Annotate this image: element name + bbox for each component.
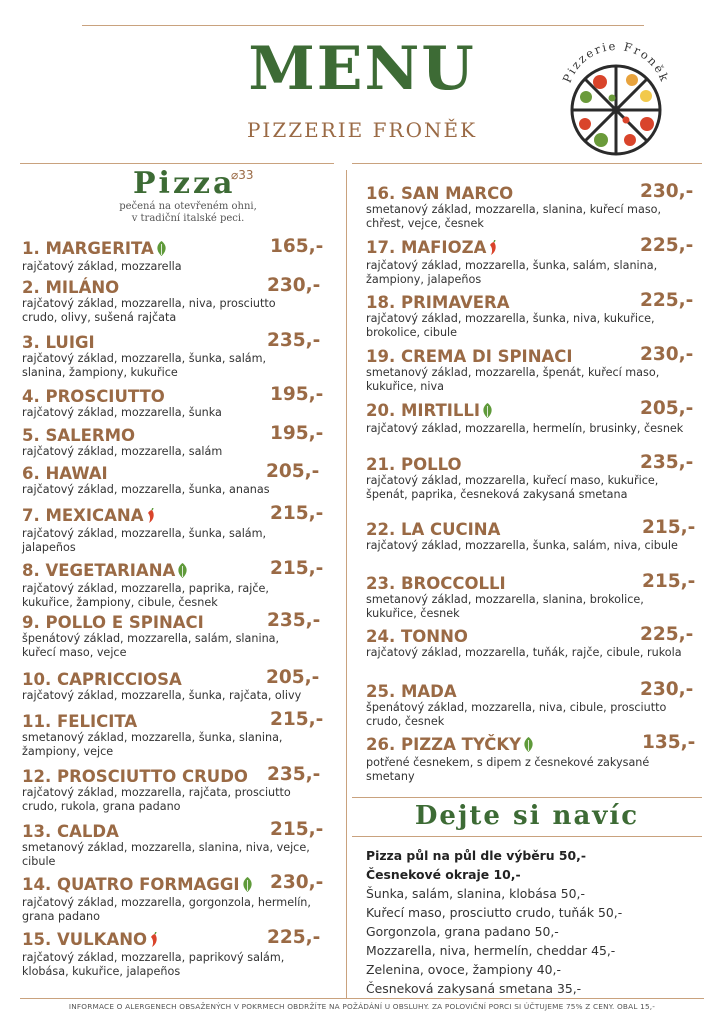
pizza-size-note: ⌀33 xyxy=(231,168,254,182)
right-section-rule xyxy=(352,163,702,164)
page-title: MENU xyxy=(248,34,476,104)
item-description: špenátový základ, mozzarella, salám, slanina, kuřecí maso, vejce xyxy=(22,632,280,659)
item-price: 235,- xyxy=(267,330,321,351)
item-name-text: 10. CAPRICCIOSA xyxy=(22,670,182,689)
pizza-tagline-1: pečená na otevřeném ohni, xyxy=(119,201,257,212)
item-name-text: 2. MILÁNO xyxy=(22,278,120,297)
menu-item xyxy=(22,558,332,609)
item-name-text: 9. POLLO E SPINACI xyxy=(22,613,204,632)
item-description: smetanový základ, mozzarella, slanina, niva, vejce, cibule xyxy=(22,841,310,868)
item-description: rajčatový základ, mozzarella, rajčata, prosciutto crudo, rukola, grana padano xyxy=(22,786,291,813)
footer-rule xyxy=(20,998,704,999)
extras-top-rule xyxy=(352,797,702,798)
extras-heading: Dejte si navíc xyxy=(414,801,640,831)
item-description: rajčatový základ, mozzarella, paprika, rajče, kukuřice, žampiony, cibule, česnek xyxy=(22,582,269,609)
menu-item xyxy=(366,517,706,553)
item-price: 230,- xyxy=(640,679,694,700)
leaf-icon xyxy=(523,737,534,756)
extras-line: Česneková zakysaná smetana 35,- xyxy=(366,981,582,996)
leaf-icon xyxy=(482,403,493,422)
item-name-text: 4. PROSCIUTTO xyxy=(22,387,165,406)
item-price: 230,- xyxy=(640,344,694,365)
item-description: smetanový základ, mozzarella, šunka, slanina, žampiony, vejce xyxy=(22,731,283,758)
item-price: 205,- xyxy=(266,667,320,688)
item-description: rajčatový základ, mozzarella, kuřecí maso, kukuřice, špenát, paprika, česneková zakysaná smetana xyxy=(366,474,659,501)
item-description: rajčatový základ, mozzarella, šunka xyxy=(22,406,222,419)
extras-line: Šunka, salám, slanina, klobása 50,- xyxy=(366,886,585,901)
chili-icon xyxy=(146,508,156,527)
item-name-text: 15. VULKANO xyxy=(22,930,148,949)
pizzeria-logo xyxy=(556,32,676,158)
extras-line: Zelenina, ovoce, žampiony 40,- xyxy=(366,962,561,977)
item-name-text: 26. PIZZA TYČKY xyxy=(366,735,522,754)
item-description: rajčatový základ, mozzarella, šunka, salám, jalapeños xyxy=(22,527,267,554)
item-price: 235,- xyxy=(267,764,321,785)
menu-item xyxy=(22,872,332,923)
item-description: špenátový základ, mozzarella, niva, cibule, prosciutto crudo, česnek xyxy=(366,701,667,728)
item-description: rajčatový základ, mozzarella xyxy=(22,260,182,273)
item-name-text: 14. QUATRO FORMAGGI xyxy=(22,875,240,894)
item-price: 225,- xyxy=(640,235,694,256)
item-name-text: 18. PRIMAVERA xyxy=(366,293,510,312)
item-name-text: 22. LA CUCINA xyxy=(366,520,501,539)
menu-item xyxy=(366,344,706,393)
item-price: 215,- xyxy=(270,709,324,730)
item-description: potřené česnekem, s dipem z česnekové zakysané smetany xyxy=(366,756,650,783)
item-price: 225,- xyxy=(640,624,694,645)
item-price: 225,- xyxy=(640,290,694,311)
item-price: 195,- xyxy=(270,384,324,405)
menu-item xyxy=(366,732,706,783)
menu-item xyxy=(366,452,706,501)
item-name-text: 7. MEXICANA xyxy=(22,506,144,525)
item-description: rajčatový základ, mozzarella, šunka, rajčata, olivy xyxy=(22,689,302,702)
menu-item xyxy=(366,290,706,339)
extras-line: Pizza půl na půl dle výběru 50,- xyxy=(366,848,587,863)
logo-text: Pizzerie Froněk xyxy=(559,38,673,85)
item-description: smetanový základ, mozzarella, slanina, brokolice, kukuřice, česnek xyxy=(366,593,644,620)
item-price: 215,- xyxy=(270,558,324,579)
menu-item xyxy=(22,819,332,868)
menu-item xyxy=(22,709,332,758)
item-price: 205,- xyxy=(640,398,694,419)
menu-item xyxy=(366,624,706,660)
item-description: rajčatový základ, mozzarella, salám xyxy=(22,445,223,458)
item-price: 230,- xyxy=(270,872,324,893)
item-price: 225,- xyxy=(267,927,321,948)
menu-item xyxy=(366,679,706,728)
chili-icon xyxy=(149,932,159,951)
menu-item xyxy=(366,398,706,436)
item-description: rajčatový základ, mozzarella, šunka, niva, kukuřice, brokolice, cibule xyxy=(366,312,655,339)
item-name-text: 24. TONNO xyxy=(366,627,468,646)
item-name-text: 21. POLLO xyxy=(366,455,462,474)
leaf-icon xyxy=(156,241,167,260)
menu-item xyxy=(22,667,332,703)
item-name-text: 25. MADA xyxy=(366,682,457,701)
menu-item xyxy=(22,503,332,554)
item-description: rajčatový základ, mozzarella, šunka, salám, slanina, žampiony, jalapeños xyxy=(366,259,658,286)
menu-item xyxy=(22,764,332,813)
item-description: rajčatový základ, mozzarella, hermelín, brusinky, česnek xyxy=(366,422,684,435)
footer-note: INFORMACE O ALERGENECH OBSAŽENÝCH V POKRMECH OBDRŽÍTE NA POŽÁDÁNÍ U OBSLUHY. ZA POLOVIČNÍ PORCI SI ÚČTUJEME 75% Z CENY. OBAL 15,- xyxy=(68,1002,656,1011)
item-price: 215,- xyxy=(642,571,696,592)
item-price: 165,- xyxy=(270,236,324,257)
extras-list xyxy=(366,846,706,998)
menu-item xyxy=(366,235,706,286)
extras-bottom-rule xyxy=(352,836,702,837)
menu-item xyxy=(366,181,706,230)
menu-item xyxy=(22,610,332,659)
item-price: 215,- xyxy=(270,819,324,840)
item-name-text: 12. PROSCIUTTO CRUDO xyxy=(22,767,248,786)
item-description: rajčatový základ, mozzarella, paprikový salám, klobása, kukuřice, jalapeños xyxy=(22,951,285,978)
item-name-text: 23. BROCCOLLI xyxy=(366,574,506,593)
menu-item xyxy=(22,384,332,420)
page-subtitle: PIZZERIE FRONĚK xyxy=(246,118,478,142)
item-description: rajčatový základ, mozzarella, šunka, ananas xyxy=(22,483,270,496)
item-price: 235,- xyxy=(267,610,321,631)
item-name-text: 11. FELICITA xyxy=(22,712,138,731)
chili-icon xyxy=(488,240,498,259)
pizza-heading: Pizza xyxy=(133,166,236,201)
extras-line: Gorgonzola, grana padano 50,- xyxy=(366,924,559,939)
extras-line: Česnekové okraje 10,- xyxy=(366,867,521,882)
menu-item xyxy=(22,275,332,324)
item-price: 235,- xyxy=(640,452,694,473)
extras-line: Mozzarella, niva, hermelín, cheddar 45,- xyxy=(366,943,616,958)
item-price: 230,- xyxy=(267,275,321,296)
leaf-icon xyxy=(177,563,188,582)
item-description: smetanový základ, mozzarella, slanina, kuřecí maso, chřest, vejce, česnek xyxy=(366,203,662,230)
item-description: rajčatový základ, mozzarella, šunka, salám, slanina, žampiony, kukuřice xyxy=(22,352,267,379)
item-name-text: 8. VEGETARIANA xyxy=(22,561,176,580)
item-description: rajčatový základ, mozzarella, šunka, salám, niva, cibule xyxy=(366,539,678,552)
item-description: rajčatový základ, mozzarella, gorgonzola, hermelín, grana padano xyxy=(22,896,311,923)
item-price: 135,- xyxy=(642,732,696,753)
item-name-text: 5. SALERMO xyxy=(22,426,136,445)
item-price: 215,- xyxy=(642,517,696,538)
item-name-text: 19. CREMA DI SPINACI xyxy=(366,347,573,366)
item-price: 205,- xyxy=(266,461,320,482)
item-description: rajčatový základ, mozzarella, tuňák, rajče, cibule, rukola xyxy=(366,646,682,659)
extras-line: Kuřecí maso, prosciutto crudo, tuňák 50,- xyxy=(366,905,623,920)
item-name-text: 16. SAN MARCO xyxy=(366,184,514,203)
menu-item xyxy=(22,927,332,978)
left-section-rule xyxy=(20,163,334,164)
item-name-text: 3. LUIGI xyxy=(22,333,95,352)
item-name-text: 20. MIRTILLI xyxy=(366,401,481,420)
item-description: rajčatový základ, mozzarella, niva, prosciutto crudo, olivy, sušená rajčata xyxy=(22,297,276,324)
item-price: 230,- xyxy=(640,181,694,202)
menu-item xyxy=(22,461,332,497)
item-name-text: 6. HAWAI xyxy=(22,464,108,483)
menu-item xyxy=(22,330,332,379)
menu-item xyxy=(366,571,706,620)
item-price: 195,- xyxy=(270,423,324,444)
pizza-tagline-2: v tradiční italské peci. xyxy=(131,213,245,224)
item-name-text: 17. MAFIOZA xyxy=(366,238,487,257)
menu-item xyxy=(22,236,332,274)
item-price: 215,- xyxy=(270,503,324,524)
menu-item xyxy=(22,423,332,459)
item-name-text: 1. MARGERITA xyxy=(22,239,154,258)
top-rule xyxy=(82,25,644,26)
leaf-icon xyxy=(242,877,253,896)
item-name-text: 13. CALDA xyxy=(22,822,119,841)
item-description: smetanový základ, mozzarella, špenát, kuřecí maso, kukuřice, niva xyxy=(366,366,660,393)
column-divider xyxy=(346,170,347,998)
